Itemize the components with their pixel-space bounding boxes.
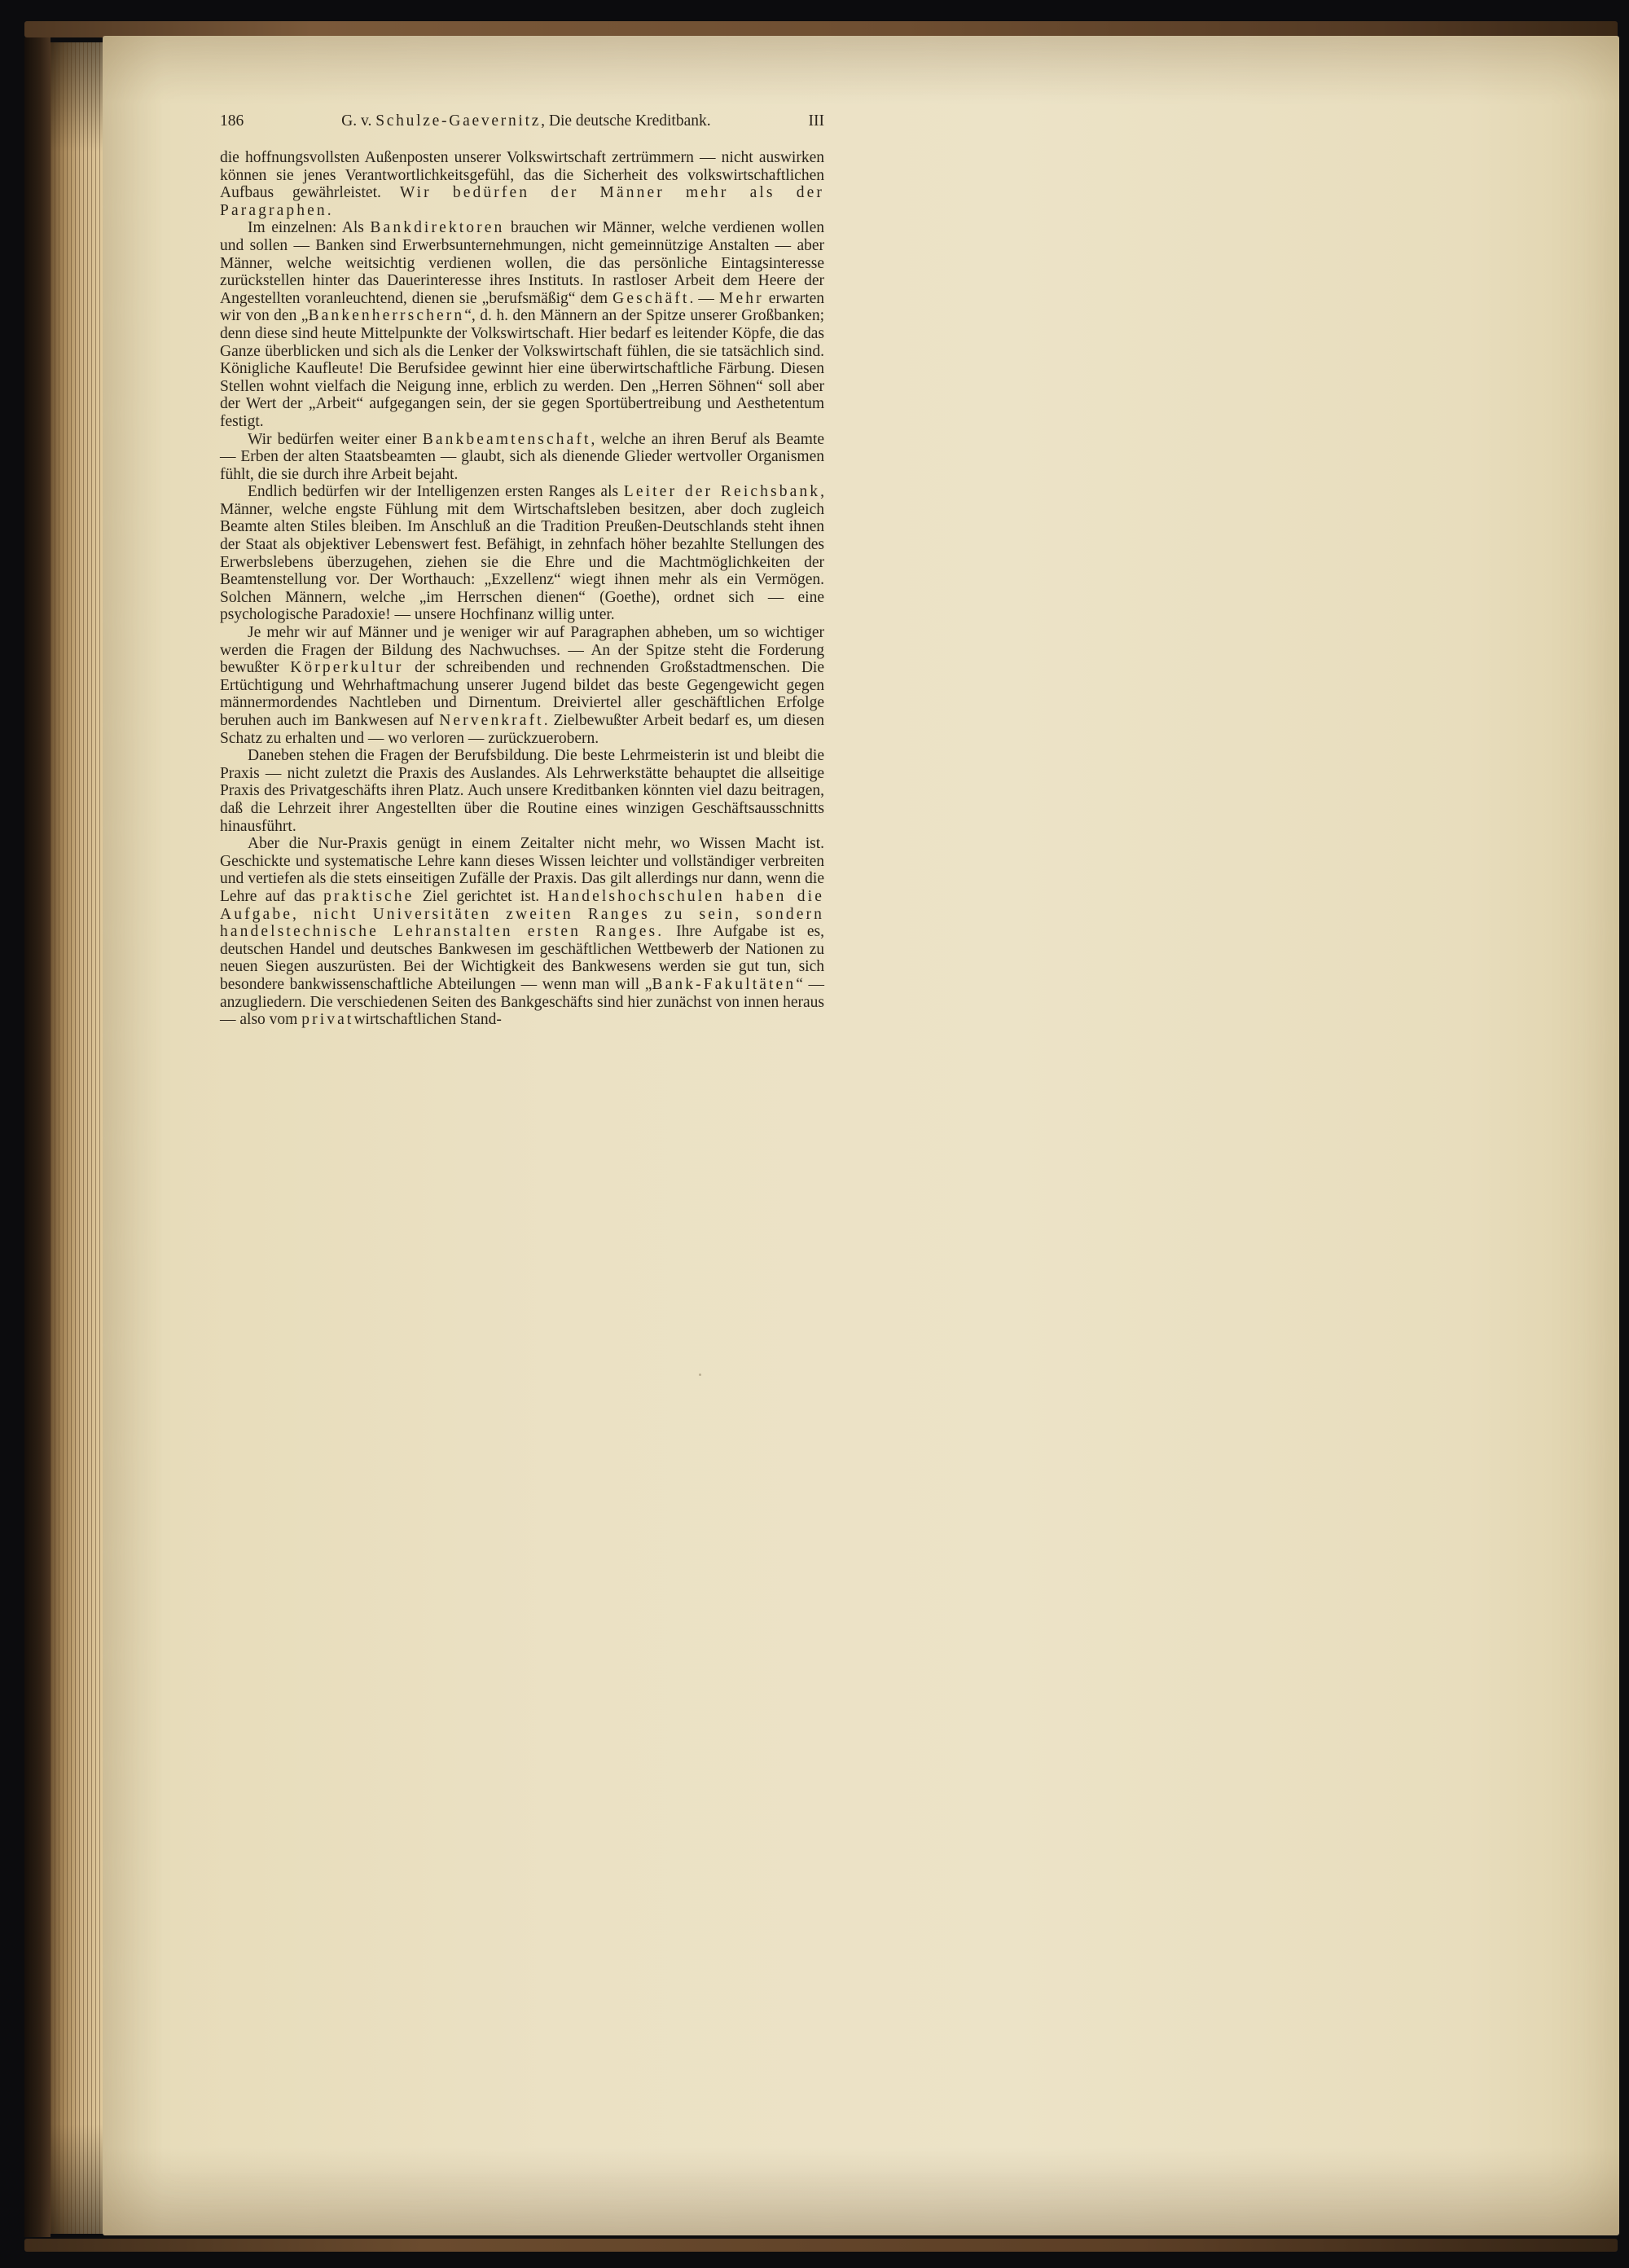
page-text bbox=[220, 149, 824, 1029]
emphasized-text: praktische bbox=[323, 887, 415, 905]
page-header bbox=[220, 112, 824, 130]
book-spine bbox=[24, 37, 50, 2237]
paragraph bbox=[220, 431, 824, 484]
text-run: brauchen wir Männer, welche verdienen wollen und sollen — Banken sind Erwerbsunternehmungen, nicht gemeinnützige Anstalten — aber Männer, welche weitsichtig verdienen wollen, die das persönliche Eintagsinteresse zurückstellen hinter das Dauerinteresse ihres Instituts. In rastloser Arbeit dem Heere der Angestellten voranleuchtend, dienen sie „berufsmäßig“ dem bbox=[220, 219, 824, 307]
text-run: Ziel gerichtet ist. bbox=[414, 887, 548, 905]
book-cover-top-edge bbox=[24, 21, 1618, 37]
emphasized-text: Bankenherrschern bbox=[308, 307, 465, 325]
text-run: Im einzelnen: Als bbox=[248, 219, 371, 237]
emphasized-text: Bankbeamtenschaft bbox=[422, 430, 591, 448]
text-run: , Männer, welche engste Fühlung mit dem Wirtschaftsleben besitzen, aber doch zugleich Beamte alten Stiles bleiben. Im Anschluß an die Tradition Preußen-Deutschlands steht ihnen der Staat als objektiver Lebenswert fest. Befähigt, in zehnfach höher bezahlte Stellungen des Erwerbslebens überzugehen, ziehen sie die Ehre und die Machtmöglichkeiten der Beamtenstellung vor. Der Worthauch: „Exzellenz“ wiegt ihnen mehr als ein Vermögen. Solchen Männern, welche „im Herrschen dienen“ (Goethe), ordnet sich — eine psychologische Paradoxie! — unsere Hochfinanz willig unter. bbox=[220, 483, 824, 624]
page-number: 186 bbox=[220, 112, 244, 130]
emphasized-text: Mehr bbox=[719, 289, 764, 307]
emphasized-text: Körperkultur bbox=[290, 659, 404, 677]
text-run: “ — anzugliedern. Die verschiedenen Seiten des Bankgeschäfts sind hier zunächst von innen heraus — also vom bbox=[220, 975, 824, 1029]
paragraph bbox=[220, 747, 824, 835]
text-run: . Zielbewußter Arbeit bedarf es, um diesen Schatz zu erhalten und — wo verloren — zurückzuerobern. bbox=[220, 712, 824, 747]
text-run: . — bbox=[689, 289, 719, 307]
stacked-page-edges bbox=[50, 42, 103, 2234]
text-run: Wir bedürfen weiter einer bbox=[248, 430, 423, 448]
text-run: Daneben stehen die Fragen der Berufsbildung. Die beste Lehrmeisterin ist und bleibt die Praxis — nicht zuletzt die Praxis des Auslandes. Als Lehrwerkstätte behauptet die allseitige Praxis des Privatgeschäfts ihren Platz. Auch unsere Kreditbanken könnten viel dazu beitragen, daß die Lehrzeit ihrer Angestellten über die Routine eines winzigen Geschäftsausschnitts hinausführt. bbox=[220, 747, 824, 835]
emphasized-text: Handelshochschulen haben die Aufgabe, nicht Universitäten zweiten Ranges zu sein, sondern handelstechnische Lehranstalten ersten Ranges. bbox=[220, 887, 824, 941]
text-run: G. v. bbox=[341, 112, 376, 130]
text-run: Aber die Nur-Praxis genügt in einem Zeitalter nicht mehr, wo Wissen Macht ist. Geschickte und systematische Lehre kann dieses Wissen leichter und vollständiger verbreiten und vertiefen als die stets einseitigen Zufälle der Praxis. Das gilt allerdings nur dann, wenn die Lehre auf das bbox=[220, 835, 824, 905]
paper-speck bbox=[699, 1374, 701, 1376]
text-run: “, d. h. den Männern an der Spitze unserer Großbanken; denn diese sind heute Mittelpunkte der Volkswirtschaft. Hier bedarf es leitender Köpfe, die das Ganze überblicken und sich als die Lenker der Volkswirtschaft fühlen, die sie tatsächlich sind. Königliche Kaufleute! Die Berufsidee gewinnt hier eine überwirtschaftliche Färbung. Diesen Stellen wohnt vielfach die Neigung inne, erblich zu werden. Den „Herren Söhnen“ soll aber der Wert der „Arbeit“ aufgegangen sein, der sie gegen Sportübertreibung und Aesthetentum festigt. bbox=[220, 307, 824, 430]
paragraph bbox=[220, 149, 824, 219]
paragraph bbox=[220, 483, 824, 624]
text-run: erwarten wir von den „ bbox=[220, 289, 825, 325]
emphasized-text: Schulze-Gaevernitz bbox=[375, 112, 542, 130]
paragraph bbox=[220, 219, 824, 430]
emphasized-text: Nervenkraft bbox=[439, 712, 544, 729]
text-run: der schreibenden und rechnenden Großstadtmenschen. Die Ertüchtigung und Wehrhaftmachung unserer Jugend bildet das beste Gegengewicht gegen männermordendes Nachtleben und Dirnentum. Dreiviertel aller geschäftlichen Erfolge beruhen auch im Bankwesen auf bbox=[220, 659, 824, 729]
paragraph bbox=[220, 835, 824, 1029]
text-run: Endlich bedürfen wir der Intelligenzen ersten Ranges als bbox=[248, 483, 624, 501]
paragraph bbox=[220, 624, 824, 747]
emphasized-text: Geschäft bbox=[613, 289, 690, 307]
text-run: Je mehr wir auf Männer und je weniger wir auf Paragraphen abheben, um so wichtiger werden die Fragen der Bildung des Nachwuchses. — An der Spitze steht die Forderung bewußter bbox=[220, 624, 824, 677]
running-title bbox=[341, 112, 710, 130]
emphasized-text: Bank-Fakultäten bbox=[652, 975, 797, 993]
text-run: wirtschaftlichen Stand- bbox=[353, 1011, 502, 1029]
page-content bbox=[220, 112, 824, 1029]
emphasized-text: Leiter der Reichsbank bbox=[623, 483, 821, 501]
emphasized-text: Bankdirektoren bbox=[370, 219, 505, 237]
emphasized-text: Wir bedürfen der Männer mehr als der Paragraphen. bbox=[220, 184, 824, 219]
chapter-numeral: III bbox=[808, 112, 824, 130]
emphasized-text: privat bbox=[301, 1011, 354, 1029]
text-run: die hoffnungsvollsten Außenposten unserer Volkswirtschaft zertrümmern — nicht auswirken können sie jenes Verantwortlichkeitsgefühl, das die Sicherheit des volkswirtschaftlichen Aufbaus gewährleistet. bbox=[220, 149, 824, 202]
book-cover-bottom-edge bbox=[24, 2239, 1618, 2252]
text-run: Ihre Aufgabe ist es, deutschen Handel und deutsches Bankwesen im geschäftlichen Wettbewerb der Nationen zu neuen Siegen auszurüsten. Bei der Wichtigkeit des Bankwesens werden sie gut tun, sich besondere bankwissenschaftliche Abteilungen — wenn man will „ bbox=[220, 923, 825, 993]
book-page bbox=[103, 36, 1619, 2235]
text-run: , welche an ihren Beruf als Beamte — Erben der alten Staatsbeamten — glaubt, sich als dienende Glieder wertvoller Organismen fühlt, die sie durch ihre Arbeit bejaht. bbox=[220, 430, 824, 483]
text-run: , Die deutsche Kreditbank. bbox=[541, 112, 711, 130]
